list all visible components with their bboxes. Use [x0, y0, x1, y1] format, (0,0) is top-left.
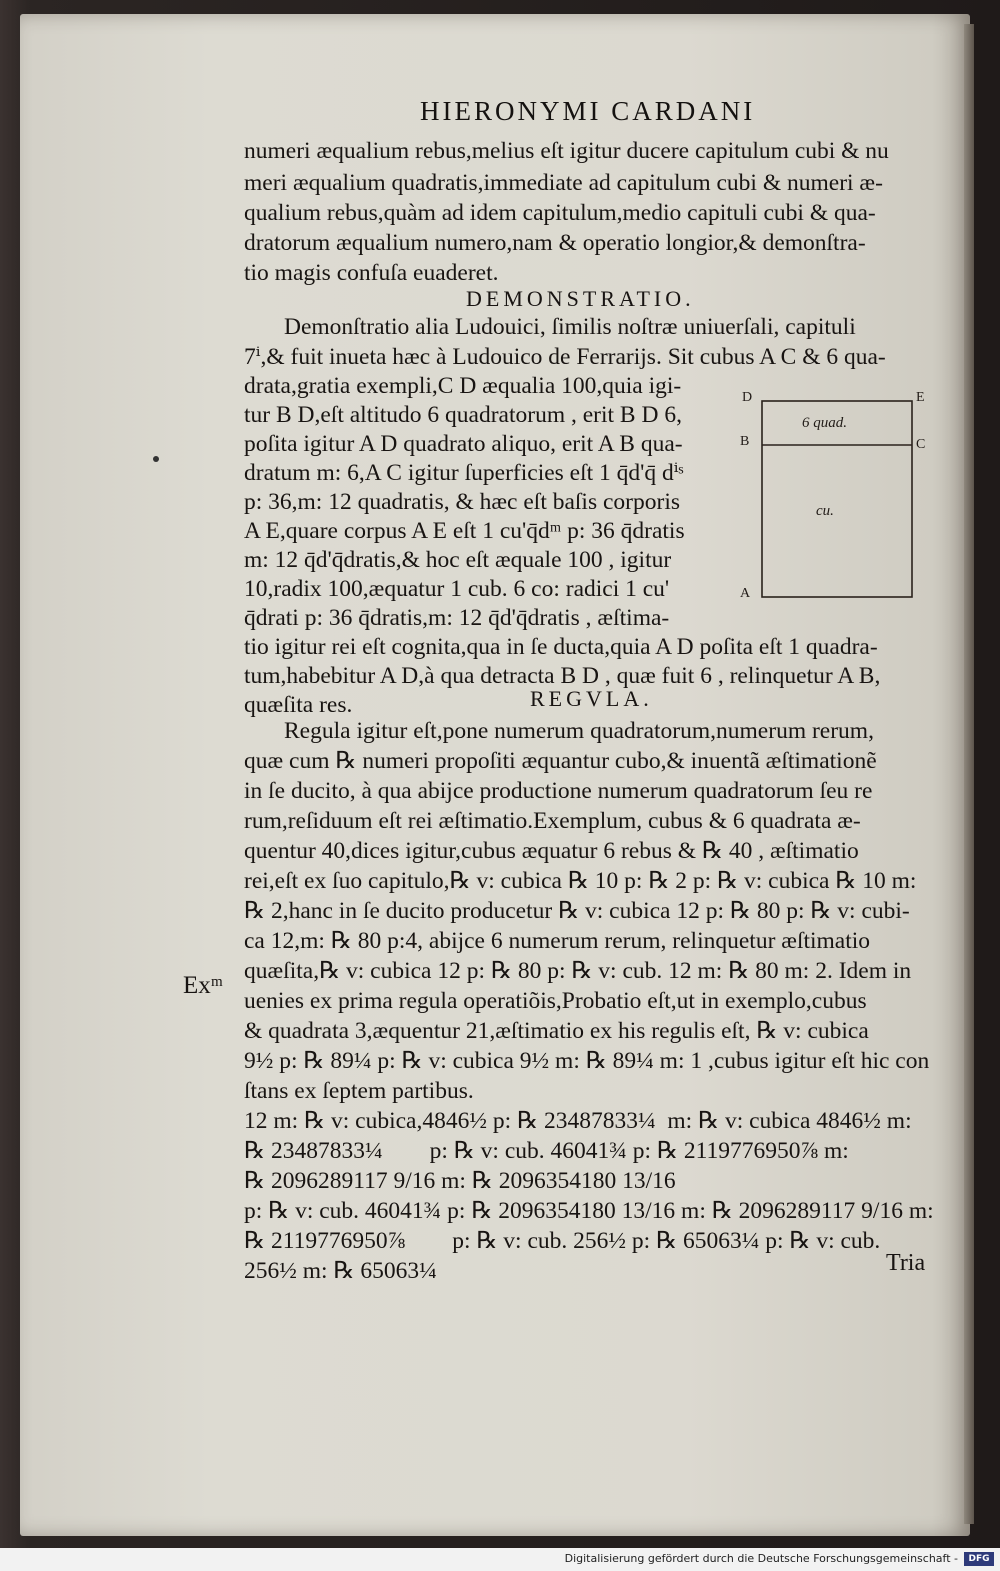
dfg-logo: DFG — [964, 1552, 994, 1566]
body-line: ſtans ex ſeptem partibus. — [244, 1078, 474, 1104]
body-line: quæſita,℞ v: cubica 12 p: ℞ 80 p: ℞ v: cub. 12 m: ℞ 80 m: 2. Idem in — [244, 958, 912, 984]
body-line: uenies ex prima regula operatiõis,Probatio eſt,ut in exemplo,cubus — [244, 988, 867, 1014]
body-line: drata,gratia exempli,C D æqualia 100,quia igi- — [244, 373, 682, 399]
body-line: Demonſtratio alia Ludouici, ſimilis noſtræ uniuerſali, capituli — [284, 314, 856, 340]
body-line: tur B D,eſt altitudo 6 quadratorum , erit B D 6, — [244, 402, 682, 428]
body-line: Regula igitur eſt,pone numerum quadratorum,numerum rerum, — [284, 718, 874, 744]
region-cube: cu. — [816, 503, 834, 519]
label-c: C — [916, 437, 926, 452]
label-b: B — [740, 434, 750, 449]
body-line: dratorum æqualium numero,nam & operatio longior,& demonſtra- — [244, 230, 866, 256]
math-line: 12 m: ℞ v: cubica,4846½ p: ℞ 23487833¼ m: ℞ v: cubica 4846½ m: — [244, 1108, 912, 1134]
body-line: & quadrata 3,æquentur 21,æſtimatio ex his regulis eſt, ℞ v: cubica — [244, 1018, 869, 1044]
math-line: ℞ 2096289117 9/16 m: ℞ 2096354180 13/16 — [244, 1168, 676, 1194]
body-line: qualium rebus,quàm ad idem capitulum,medio capituli cubi & qua- — [244, 200, 876, 226]
body-line: tum,habebitur A D,à qua detracta B D , quæ fuit 6 , relinquetur A B, — [244, 663, 881, 689]
region-quad: 6 quad. — [802, 415, 847, 431]
body-line: rum,reſiduum eſt rei æſtimatio.Exemplum, cubus & 6 quadrata æ- — [244, 808, 861, 834]
page-edge — [964, 24, 974, 1524]
body-line: ca 12,m: ℞ 80 p:4, abijce 6 numerum rerum, relinquetur æſtimatio — [244, 928, 871, 954]
body-line: meri æqualium quadratis,immediate ad capitulum cubi & numeri æ- — [244, 170, 883, 196]
body-line: dratum m: 6,A C igitur ſuperficies eſt 1 q̄d'q̄ dⁱˢ — [244, 460, 684, 486]
ink-speck — [153, 456, 159, 462]
label-a: A — [740, 586, 751, 601]
catchword: Tria — [886, 1250, 926, 1276]
digitization-footer — [0, 1548, 1000, 1571]
label-d: D — [742, 390, 753, 405]
body-line: 9½ p: ℞ 89¼ p: ℞ v: cubica 9½ m: ℞ 89¼ m: 1 ,cubus igitur eſt hic con — [244, 1048, 930, 1074]
body-line: m: 12 q̄d'q̄dratis,& hoc eſt æquale 100 , igitur — [244, 547, 672, 573]
body-line: quentur 40,dices igitur,cubus æquatur 6 rebus & ℞ 40 , æſtimatio — [244, 838, 859, 864]
footer-credit: Digitalisierung gefördert durch die Deutsche Forschungsgemeinschaft - — [564, 1552, 958, 1565]
body-line: tio magis confuſa euaderet. — [244, 260, 499, 286]
body-line: poſita igitur A D quadrato aliquo, erit A B qua- — [244, 431, 683, 457]
body-line: q̄drati p: 36 q̄dratis,m: 12 q̄d'q̄dratis , æſtima- — [244, 605, 670, 631]
running-title: HIERONYMI CARDANI — [420, 96, 756, 126]
margin-note: Exᵐ — [183, 972, 223, 999]
body-line: 7ⁱ,& fuit inueta hæc à Ludouico de Ferrarijs. Sit cubus A C & 6 qua- — [244, 344, 886, 370]
math-line: p: ℞ v: cub. 46041¾ p: ℞ 2096354180 13/16 m: ℞ 2096289117 9/16 m: — [244, 1198, 934, 1224]
heading-demonstratio: DEMONSTRATIO. — [466, 286, 695, 311]
body-line: p: 36,m: 12 quadratis, & hæc eſt baſis corporis — [244, 489, 680, 515]
body-line: numeri æqualium rebus,melius eſt igitur ducere capitulum cubi & nu — [244, 138, 889, 164]
body-line: 10,radix 100,æquatur 1 cub. 6 co: radici 1 cu' — [244, 576, 670, 602]
body-line: A E,quare corpus A E eſt 1 cu'q̄dᵐ p: 36 q̄dratis — [244, 518, 685, 544]
geometric-figure — [740, 385, 940, 605]
math-line: ℞ 23487833¼ p: ℞ v: cub. 46041¾ p: ℞ 2119776950⅞ m: — [244, 1138, 849, 1164]
body-line: rei,eſt ex ſuo capitulo,℞ v: cubica ℞ 10 p: ℞ 2 p: ℞ v: cubica ℞ 10 m: — [244, 868, 917, 894]
body-line: in ſe ducito, à qua abijce productione numerum quadratorum ſeu re — [244, 778, 873, 804]
body-line: tio igitur rei eſt cognita,qua in ſe ducta,quia A D poſita eſt 1 quadra- — [244, 634, 878, 660]
label-e: E — [916, 390, 925, 405]
body-line: quæſita res. — [244, 692, 353, 718]
math-line: ℞ 2119776950⅞ p: ℞ v: cub. 256½ p: ℞ 65063¼ p: ℞ v: cub. — [244, 1228, 881, 1254]
body-line: ℞ 2,hanc in ſe ducito producetur ℞ v: cubica 12 p: ℞ 80 p: ℞ v: cubi- — [244, 898, 910, 924]
heading-regula: REGVLA. — [530, 686, 653, 711]
body-line: quæ cum ℞ numeri propoſiti æquantur cubo,& inuentã æſtimationẽ — [244, 748, 877, 774]
math-line: 256½ m: ℞ 65063¼ — [244, 1258, 437, 1284]
